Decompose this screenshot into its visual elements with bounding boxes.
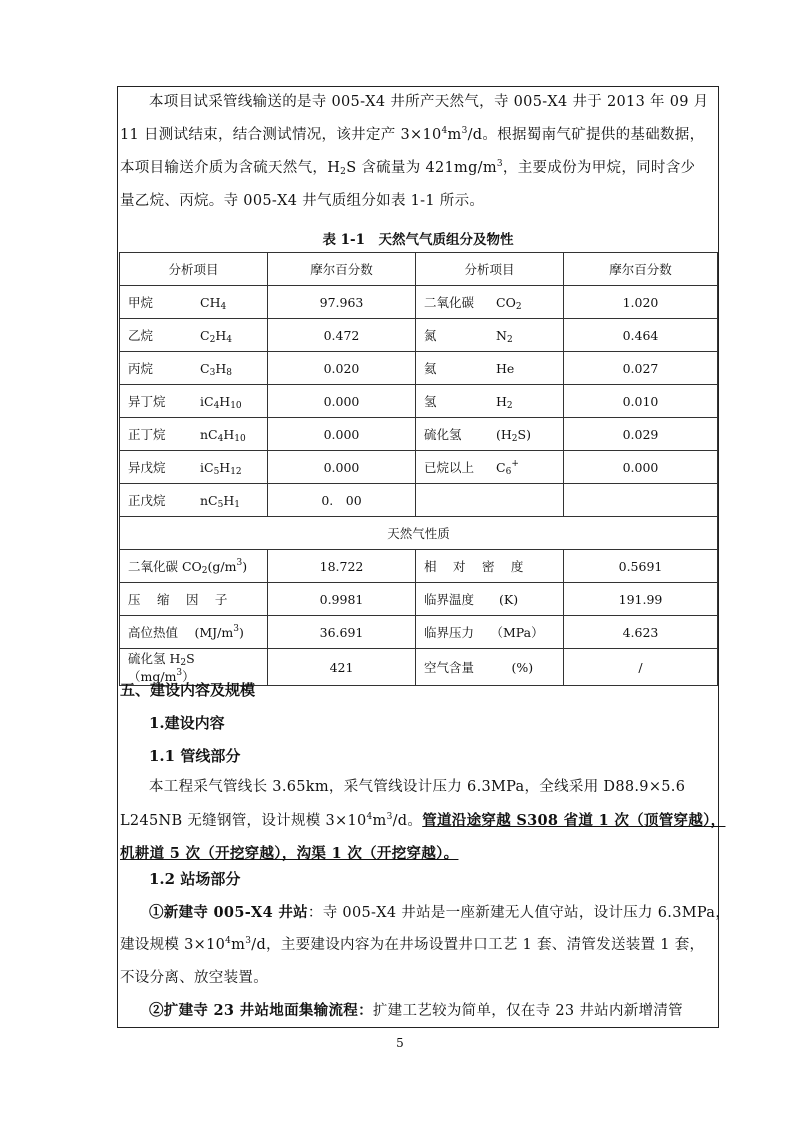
component-cell: [120, 352, 268, 385]
property-label: 临界温度 (K): [416, 583, 564, 616]
component-name: 氦: [424, 361, 437, 376]
component-name: 正戊烷: [128, 493, 166, 508]
property-label: 压 缩 因 子: [120, 583, 268, 616]
component-cell: [416, 385, 564, 418]
table-header-row: [120, 253, 718, 286]
component-name: 氢: [424, 394, 437, 409]
property-row: [120, 550, 718, 583]
gas-composition-table: [119, 252, 718, 686]
component-formula: $C_2H_4$: [200, 328, 232, 345]
formula-subscript: 3: [209, 368, 216, 378]
property-value: 4.623: [564, 616, 718, 649]
section-title: 五、建设内容及规模: [120, 681, 256, 699]
header-cell: 分析项目: [416, 253, 564, 286]
property-label: 高位热值 $(MJ/m^3)$: [120, 616, 268, 649]
component-cell: [416, 484, 564, 517]
property-value: 0.5691: [564, 550, 718, 583]
subsection-1-2: 1.2 站场部分: [149, 870, 241, 888]
component-formula: He: [496, 361, 515, 376]
property-label: 相 对 密 度: [416, 550, 564, 583]
mole-percent-cell: 0.472: [268, 319, 416, 352]
formula-subscript: 4: [226, 335, 232, 345]
component-name: 丙烷: [128, 361, 154, 376]
property-value: 36.691: [268, 616, 416, 649]
component-cell: [120, 385, 268, 418]
component-cell: [416, 418, 564, 451]
mole-percent-cell: 0.000: [268, 418, 416, 451]
table-row: [120, 385, 718, 418]
component-formula: $(H_2S)$: [496, 427, 531, 444]
table-caption: 表 1-1 天然气气质组分及物性: [322, 232, 514, 248]
formula-subscript: 2: [506, 401, 513, 411]
header-cell: 摩尔百分数: [268, 253, 416, 286]
table-row: [120, 352, 718, 385]
formula-superscript: 3: [236, 558, 243, 568]
component-cell: [416, 451, 564, 484]
header-cell: 摩尔百分数: [564, 253, 718, 286]
property-value: 0.9981: [268, 583, 416, 616]
component-cell: [120, 451, 268, 484]
subsection-1-1: 1.1 管线部分: [149, 747, 241, 765]
component-formula: $nC_4H_{10}$: [200, 427, 246, 444]
component-cell: [416, 352, 564, 385]
header-cell: 分析项目: [120, 253, 268, 286]
station-line-3: 不设分离、放空装置。: [120, 970, 268, 986]
property-row: [120, 616, 718, 649]
mole-percent-cell: [564, 484, 718, 517]
formula-subscript: 10: [230, 401, 242, 411]
formula-subscript: 2: [209, 335, 216, 345]
formula-subscript: 2: [180, 658, 187, 668]
formula-subscript: 2: [506, 335, 513, 345]
station-line-2: 建设规模 $3\times 10^4m^3/d$，主要建设内容为在井场设置井口工艺 1 套、清管发送装置 1 套，: [120, 936, 705, 953]
intro-line-2: 11 日测试结束，结合测试情况，该井定产 $3\times 10^4m^3/d$。根据蜀南气矿提供的基础数据，: [120, 126, 705, 143]
component-cell: [120, 286, 268, 319]
mole-percent-cell: 0.020: [268, 352, 416, 385]
formula-superscript: 3: [233, 624, 239, 634]
component-cell: [416, 286, 564, 319]
formula-subscript: 2: [515, 302, 522, 312]
mole-percent-cell: 0.010: [564, 385, 718, 418]
component-formula: $C_6^+$: [496, 459, 519, 477]
intro-line-3: 本项目输送介质为含硫天然气，$H_2S$ 含硫量为 $421mg/m^3$，主要成份为甲烷，同时含少: [120, 159, 696, 177]
property-value: 191.99: [564, 583, 718, 616]
component-name: 甲烷: [128, 295, 154, 310]
formula-subscript: 5: [217, 500, 224, 510]
table-row: [120, 286, 718, 319]
mole-percent-cell: 0.000: [268, 451, 416, 484]
table-row: [120, 484, 718, 517]
formula-subscript: 4: [213, 401, 220, 411]
component-name: 二氧化碳: [424, 295, 475, 310]
props-title: 天然气性质: [120, 517, 718, 550]
formula-subscript: 1: [234, 500, 240, 510]
component-cell: [120, 484, 268, 517]
component-formula: $C_3H_8$: [200, 361, 232, 378]
component-cell: [120, 319, 268, 352]
mole-percent-cell: 0.000: [268, 385, 416, 418]
formula-subscript: 10: [234, 434, 246, 444]
property-label: 硫化氢 $H_2S(mg/m^3)$: [120, 649, 268, 686]
formula-subscript: 8: [226, 368, 232, 378]
component-formula: $nC_5H_1$: [200, 493, 240, 510]
intro-line-4: 量乙烷、丙烷。寺 005-X4 井气质组分如表 1-1 所示。: [120, 193, 485, 209]
intro-line-1: 本项目试采管线输送的是寺 005-X4 井所产天然气，寺 005-X4 井于 2013 年 09 月: [149, 94, 709, 110]
mole-percent-cell: 97.963: [268, 286, 416, 319]
formula-superscript: +: [511, 459, 519, 469]
table-row: [120, 319, 718, 352]
subsection-1: 1.建设内容: [149, 714, 225, 732]
mole-percent-cell: 0.000: [564, 451, 718, 484]
page-number: 5: [396, 1036, 404, 1050]
formula-subscript: 6: [505, 467, 512, 477]
pipeline-line-1: 本工程采气管线长 3.65km，采气管线设计压力 6.3MPa，全线采用 D88.9×5.6: [149, 779, 686, 795]
mole-percent-cell: 1.020: [564, 286, 718, 319]
component-formula: $H_2$: [496, 394, 513, 411]
props-title-row: [120, 517, 718, 550]
formula-subscript: 5: [213, 467, 220, 477]
mole-percent-cell: 0.464: [564, 319, 718, 352]
component-name: 硫化氢: [424, 427, 462, 442]
property-label: 空气含量 (%): [416, 649, 564, 686]
mole-percent-cell: 0. 00: [268, 484, 416, 517]
station-line-1: ①新建寺 005-X4 井站：寺 005-X4 井站是一座新建无人值守站，设计压力 6.3MPa，: [149, 904, 731, 921]
component-name: 乙烷: [128, 328, 154, 343]
formula-subscript: 4: [220, 302, 227, 312]
property-value: /: [564, 649, 718, 686]
property-value: 421: [268, 649, 416, 686]
table-row: [120, 418, 718, 451]
component-name: 异戊烷: [128, 460, 166, 475]
component-name: 已烷以上: [424, 460, 475, 475]
formula-superscript: 3: [176, 668, 183, 678]
component-formula: $CH_4$: [200, 295, 227, 312]
property-label: 二氧化碳 $CO_2(g/m^3)$: [120, 550, 268, 583]
component-name: 正丁烷: [128, 427, 166, 442]
formula-subscript: 2: [511, 434, 518, 444]
mole-percent-cell: 0.027: [564, 352, 718, 385]
component-formula: $iC_4H_{10}$: [200, 394, 242, 411]
property-value: 18.722: [268, 550, 416, 583]
mole-percent-cell: 0.029: [564, 418, 718, 451]
station-line-4: ②扩建寺 23 井站地面集输流程：扩建工艺较为简单，仅在寺 23 井站内新增清管: [149, 1002, 683, 1019]
component-formula: $iC_5H_{12}$: [200, 460, 242, 477]
formula-subscript: 12: [230, 467, 242, 477]
table-row: [120, 451, 718, 484]
component-cell: [120, 418, 268, 451]
component-name: 异丁烷: [128, 394, 166, 409]
formula-subscript: 4: [217, 434, 224, 444]
formula-subscript: 2: [201, 566, 208, 576]
component-formula: $N_2$: [496, 328, 513, 345]
component-name: 氮: [424, 328, 437, 343]
property-label: 临界压力 （MPa）: [416, 616, 564, 649]
component-formula: $CO_2$: [496, 295, 522, 312]
component-cell: [416, 319, 564, 352]
pipeline-line-2: L245NB 无缝钢管，设计规模 $3\times 10^4m^3/d$。管道沿途穿越 S308 省道 1 次（顶管穿越），: [120, 812, 726, 829]
pipeline-line-3: 机耕道 5 次（开挖穿越），沟渠 1 次（开挖穿越）。: [120, 845, 459, 862]
property-row: [120, 583, 718, 616]
